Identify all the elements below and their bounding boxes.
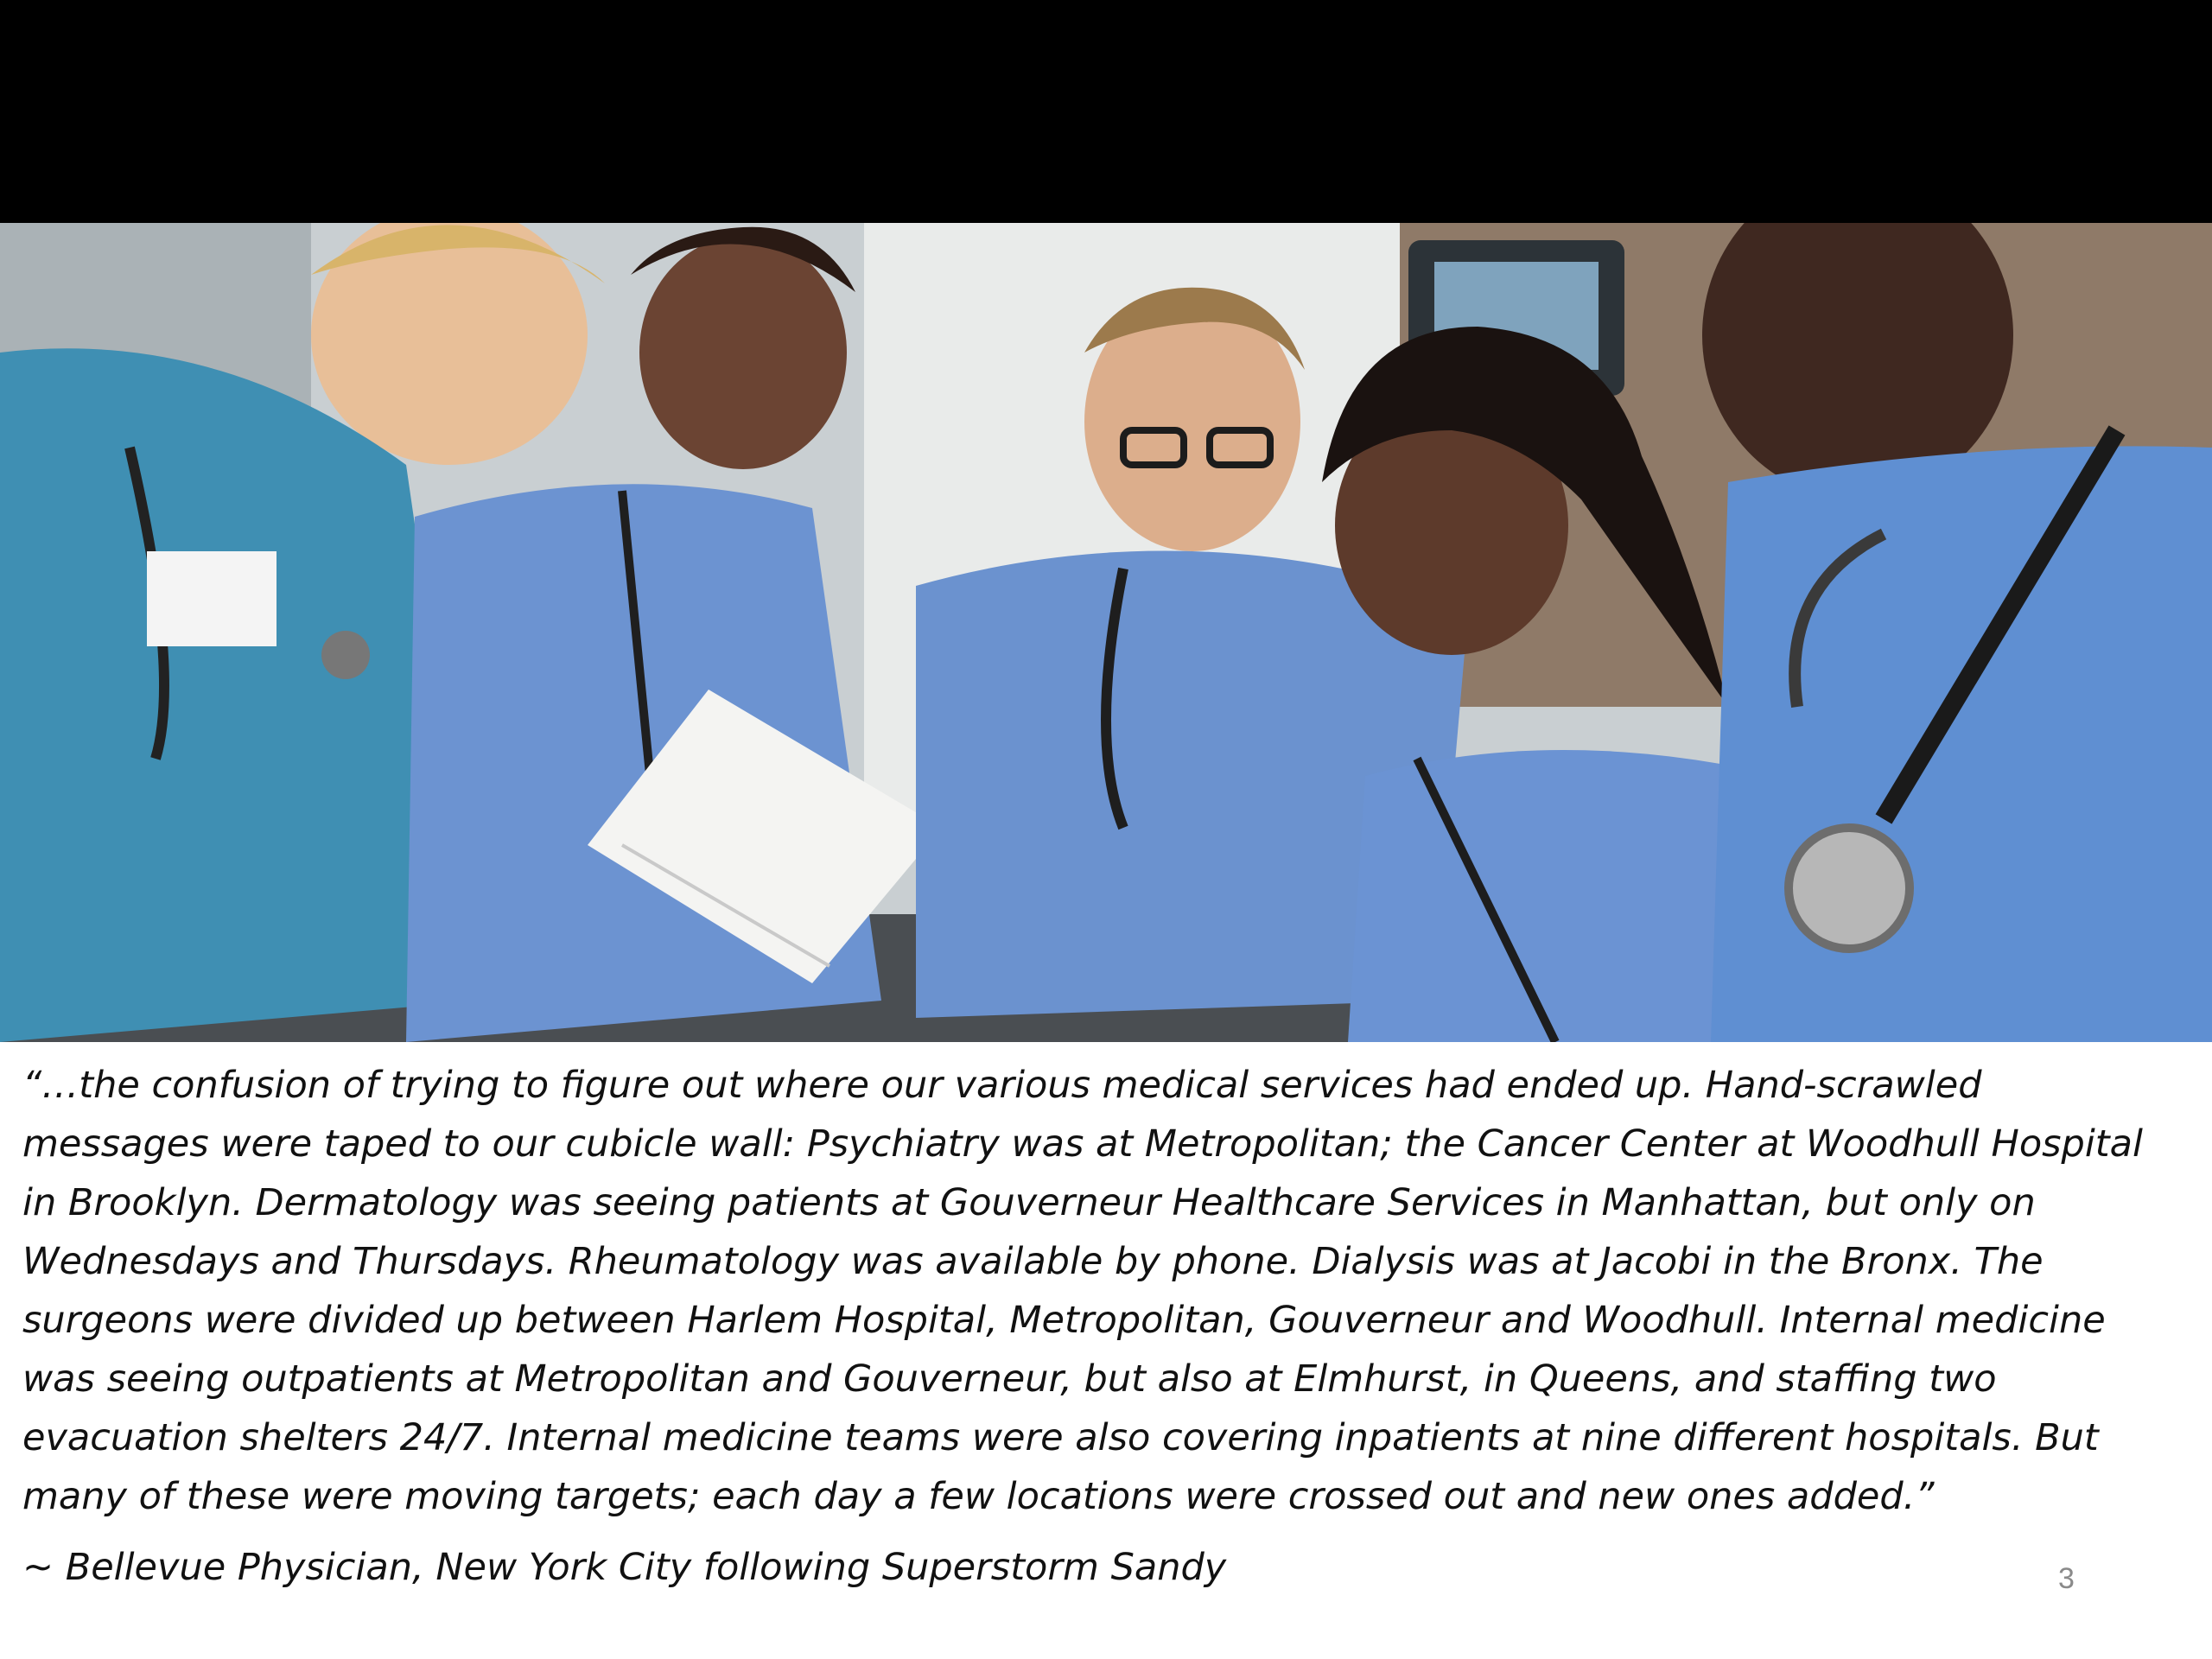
quote-line: surgeons were divided up between Harlem Hospital, Metropolitan, Gouverneur and Woodhull. Internal medicine xyxy=(22,1299,2106,1342)
quote-line: Wednesdays and Thursdays. Rheumatology was available by phone. Dialysis was at Jacobi in the Bronx. The xyxy=(22,1240,2044,1283)
quote-text xyxy=(22,1056,2191,1526)
top-black-bar xyxy=(0,0,2212,223)
quote-attribution: ~ Bellevue Physician, New York City following Superstorm Sandy xyxy=(22,1546,1227,1589)
quote-line: “…the confusion of trying to figure out where our various medical services had ended up. Hand-scrawled xyxy=(22,1064,1982,1107)
quote-line: in Brooklyn. Dermatology was seeing patients at Gouverneur Healthcare Services in Manhattan, but only on xyxy=(22,1181,2036,1224)
medical-team-photo xyxy=(0,223,2212,1042)
quote-line: evacuation shelters 24/7. Internal medicine teams were also covering inpatients at nine different hospitals. But xyxy=(22,1416,2099,1459)
photo-illustration xyxy=(0,223,2212,1042)
slide-number: 3 xyxy=(2058,1562,2075,1595)
quote-line: was seeing outpatients at Metropolitan and Gouverneur, but also at Elmhurst, in Queens, and staffing two xyxy=(22,1357,1997,1401)
quote-line: many of these were moving targets; each day a few locations were crossed out and new ones added.” xyxy=(22,1475,1935,1518)
quote-line: messages were taped to our cubicle wall: Psychiatry was at Metropolitan; the Cancer Center at Woodhull Hospital xyxy=(22,1122,2143,1166)
